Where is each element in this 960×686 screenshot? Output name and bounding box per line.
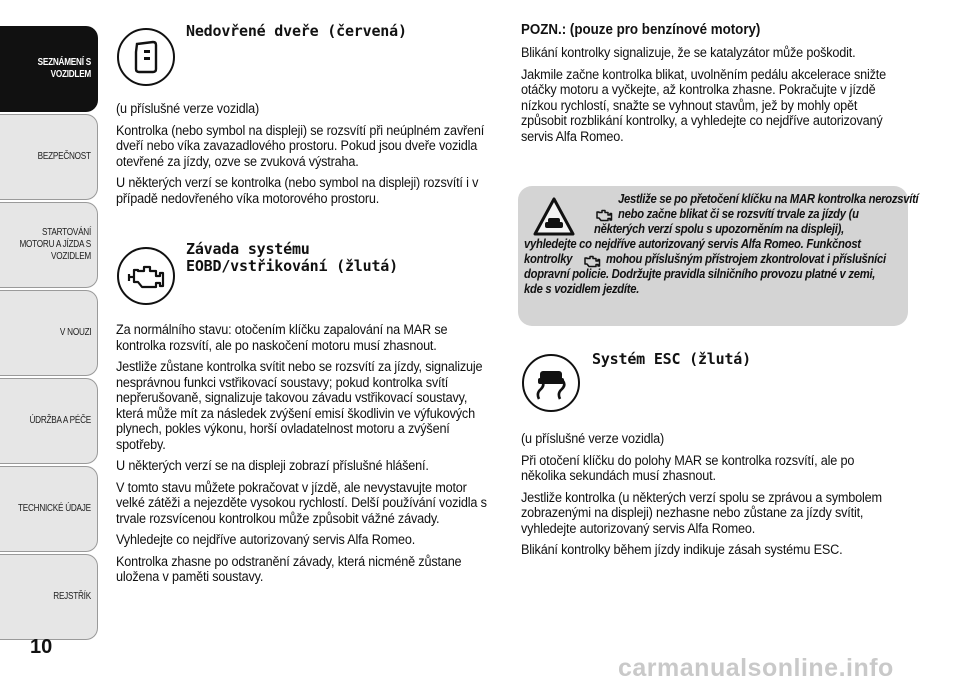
note-line: Jestliže se po přetočení klíčku na MAR kontrolka nerozsvítí	[618, 192, 919, 206]
pozn-heading: POZN.: (pouze pro benzínové motory)	[521, 22, 761, 38]
note-line: některých verzí spolu s upozorněním na displeji),	[594, 222, 844, 236]
open-door-icon	[117, 28, 175, 86]
pozn-paragraph: Jakmile začne kontrolka blikat, uvolněním pedálu akcelerace snižte otáčky motoru a vyčkejte, až kontrolka zhasne. Pokračujte v jízdě nízkou rychlostí, snažte se vyhnout stavům, jež by mohly opět způsobit rozblikání kontrolky, a vyhledejte co nejdříve autorizovaný servis Alfa Romeo.	[521, 66, 886, 144]
skidding-car-icon	[522, 354, 580, 412]
eobd-paragraph: Jestliže zůstane kontrolka svítit nebo se rozsvítí za jízdy, signalizuje nesprávnou funkci vstřikovací soustavy; pokud kontrolka svítí nepřerušovaně, signalizuje takovou závadu vstřikovací soustavy, která může mít za následek zvýšení emisí škodlivin ve výfukových plynech, pokles výkonu, horší ovladatelnost motoru a zvýšení spotřeby.	[116, 359, 483, 452]
pozn-section	[521, 22, 921, 150]
pozn-paragraph: Blikání kontrolky signalizuje, že se katalyzátor může poškodit.	[521, 45, 856, 60]
doors-paragraph: (u příslušné verze vozidla)	[116, 101, 260, 116]
note-line: dopravní policie. Dodržujte pravidla silničního provozu platné v zemi,	[524, 267, 876, 281]
tab-bezpecnost[interactable]	[0, 114, 98, 200]
esc-paragraph: (u příslušné verze vozidla)	[521, 431, 665, 446]
tab-rejstrik[interactable]	[0, 554, 98, 640]
note-line: mohou příslušným přístrojem zkontrolovat i příslušníci	[606, 252, 886, 266]
esc-paragraph: Jestliže kontrolka (u některých verzí spolu se zprávou a symbolem zobrazenými na displeji) nezhasne nebo zůstane za jízdy svítit, vyhledejte autorizovaný servis Alfa Romeo.	[521, 489, 882, 536]
esc-paragraph: Při otočení klíčku do polohy MAR se kontrolka rozsvítí, ale po několika sekundách musí zhasnout.	[521, 452, 855, 483]
page-number: 10	[30, 636, 53, 658]
esc-section	[521, 431, 921, 564]
note-line: kde s vozidlem jezdíte.	[524, 282, 640, 296]
eobd-heading-line2: EOBD/vstřikování (žlutá)	[186, 257, 398, 275]
warning-note	[518, 186, 919, 326]
doors-section	[116, 101, 516, 212]
doors-paragraph: U některých verzí se kontrolka (nebo symbol na displeji) rozsvítí i v případě nedovřeného víka motorového prostoru.	[116, 175, 479, 206]
tab-label: BEZPEČNOST	[37, 151, 91, 162]
eobd-section	[116, 322, 516, 591]
eobd-heading	[186, 241, 398, 275]
tab-label: ÚDRŽBA A PÉČE	[29, 415, 91, 426]
doors-paragraph: Kontrolka (nebo symbol na displeji) se rozsvítí při neúplném zavření dveří nebo víka zavazadlového prostoru. Pokud jsou dveře vozidla otevřené za jízdy, ozve se zvuková výstraha.	[116, 122, 485, 169]
engine-check-icon	[592, 208, 614, 222]
tab-label: V NOUZI	[59, 327, 91, 338]
eobd-paragraph: Kontrolka zhasne po odstranění závady, která nicméně zůstane uložena v paměti soustavy.	[116, 553, 462, 584]
engine-check-icon	[117, 247, 175, 305]
tab-label: STARTOVÁNÍ MOTORU A JÍZDA S VOZIDLEM	[19, 227, 91, 262]
esc-paragraph: Blikání kontrolky během jízdy indikuje zásah systému ESC.	[521, 542, 843, 557]
eobd-paragraph: V tomto stavu můžete pokračovat v jízdě, ale nevystavujte motor velké zátěži a nejezděte vysokou rychlostí. Delší používání vozidla s trvale rozsvícenou kontrolkou může způsobit vážné závady.	[116, 479, 487, 526]
esc-heading: Systém ESC (žlutá)	[592, 350, 751, 368]
eobd-heading-line1: Závada systému	[186, 240, 310, 258]
eobd-paragraph: U některých verzí se na displeji zobrazí příslušné hlášení.	[116, 458, 429, 473]
tab-startovani[interactable]	[0, 202, 98, 288]
note-line: nebo začne blikat či se rozsvítí trvale za jízdy (u	[618, 207, 859, 221]
engine-check-icon	[580, 254, 602, 268]
tab-label: SEZNÁMENÍ S VOZIDLEM	[37, 57, 91, 80]
tab-label: TECHNICKÉ ÚDAJE	[18, 503, 91, 514]
tab-seznameni-s-vozidlem[interactable]	[0, 26, 98, 112]
eobd-paragraph: Za normálního stavu: otočením klíčku zapalování na MAR se kontrolka rozsvítí, ale po naskočení motoru musí zhasnout.	[116, 322, 448, 353]
tab-technicke-udaje[interactable]	[0, 466, 98, 552]
doors-heading: Nedovřené dveře (červená)	[186, 22, 407, 40]
tab-udrzba-a-pece[interactable]	[0, 378, 98, 464]
warning-triangle-icon	[532, 196, 576, 238]
tab-label: REJSTŘÍK	[53, 591, 91, 602]
tab-v-nouzi[interactable]	[0, 290, 98, 376]
note-line: vyhledejte co nejdříve autorizovaný servis Alfa Romeo. Funkčnost	[524, 237, 861, 251]
watermark: carmanualsonline.info	[618, 654, 894, 682]
note-line: kontrolky	[524, 252, 573, 266]
eobd-paragraph: Vyhledejte co nejdříve autorizovaný servis Alfa Romeo.	[116, 532, 416, 547]
